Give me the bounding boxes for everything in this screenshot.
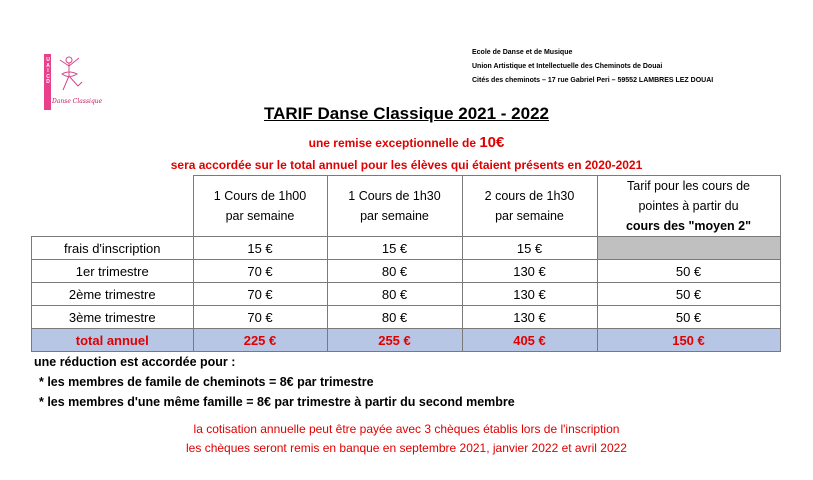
reduction-item: * les membres de famile de cheminots = 8€ par trimestre	[39, 375, 374, 389]
payment-note-line-1: la cotisation annuelle peut être payée avec 3 chèques établis lors de l'inscription	[193, 422, 620, 436]
discount-prefix: une remise exceptionnelle de	[308, 136, 480, 150]
table-cell: 15 €	[327, 237, 462, 260]
column-header: 1 Cours de 1h30 par semaine	[327, 176, 462, 237]
table-cell: 50 €	[597, 260, 780, 283]
school-header	[472, 46, 713, 88]
discount-line-2: sera accordée sur le total annuel pour les élèves qui étaient présents en 2020-2021	[170, 158, 643, 172]
discount-line-1	[0, 134, 813, 151]
tariff-table	[31, 175, 781, 352]
logo-caption: Danse Classique	[52, 98, 103, 105]
school-logo	[40, 52, 103, 112]
row-label: 3ème trimestre	[32, 306, 194, 329]
payment-note	[0, 420, 813, 458]
header-empty-cell	[32, 176, 194, 237]
column-header: Tarif pour les cours de pointes à partir du cours des "moyen 2"	[597, 176, 780, 237]
table-header-row	[32, 176, 781, 237]
reduction-heading: une réduction est accordée pour :	[34, 355, 236, 369]
discount-amount: 10€	[479, 134, 505, 151]
column-header: 1 Cours de 1h00 par semaine	[193, 176, 327, 237]
dancer-icon	[52, 52, 86, 98]
table-cell: 15 €	[193, 237, 327, 260]
table-cell-empty	[597, 237, 780, 260]
header-school-name: Ecole de Danse et de Musique	[472, 49, 573, 56]
table-cell: 50 €	[597, 306, 780, 329]
reduction-item: * les membres d'une même famille = 8€ par trimestre à partir du second membre	[39, 395, 515, 409]
total-cell: 225 €	[193, 329, 327, 352]
page-title: TARIF Danse Classique 2021 - 2022	[263, 104, 550, 123]
total-cell: 405 €	[462, 329, 597, 352]
row-label: frais d'inscription	[32, 237, 194, 260]
table-row	[32, 306, 781, 329]
header-union-name: Union Artistique et Intellectuelle des Cheminots de Douai	[472, 63, 663, 70]
table-cell: 70 €	[193, 306, 327, 329]
table-cell: 80 €	[327, 283, 462, 306]
table-cell: 130 €	[462, 260, 597, 283]
total-cell: 255 €	[327, 329, 462, 352]
table-cell: 70 €	[193, 283, 327, 306]
table-row	[32, 260, 781, 283]
row-label: 2ème trimestre	[32, 283, 194, 306]
table-cell: 130 €	[462, 283, 597, 306]
table-cell: 50 €	[597, 283, 780, 306]
table-cell: 80 €	[327, 260, 462, 283]
table-cell: 80 €	[327, 306, 462, 329]
payment-note-line-2: les chèques seront remis en banque en septembre 2021, janvier 2022 et avril 2022	[186, 441, 627, 455]
total-label: total annuel	[32, 329, 194, 352]
table-row	[32, 237, 781, 260]
header-address: Cités des cheminots – 17 rue Gabriel Peri – 59552 LAMBRES LEZ DOUAI	[472, 77, 714, 84]
logo-letters: U A I C D	[46, 57, 50, 86]
column-header: 2 cours de 1h30 par semaine	[462, 176, 597, 237]
table-cell: 70 €	[193, 260, 327, 283]
total-cell: 150 €	[597, 329, 780, 352]
table-cell: 15 €	[462, 237, 597, 260]
row-label: 1er trimestre	[32, 260, 194, 283]
table-cell: 130 €	[462, 306, 597, 329]
total-row	[32, 329, 781, 352]
reduction-section	[34, 352, 515, 412]
table-row	[32, 283, 781, 306]
